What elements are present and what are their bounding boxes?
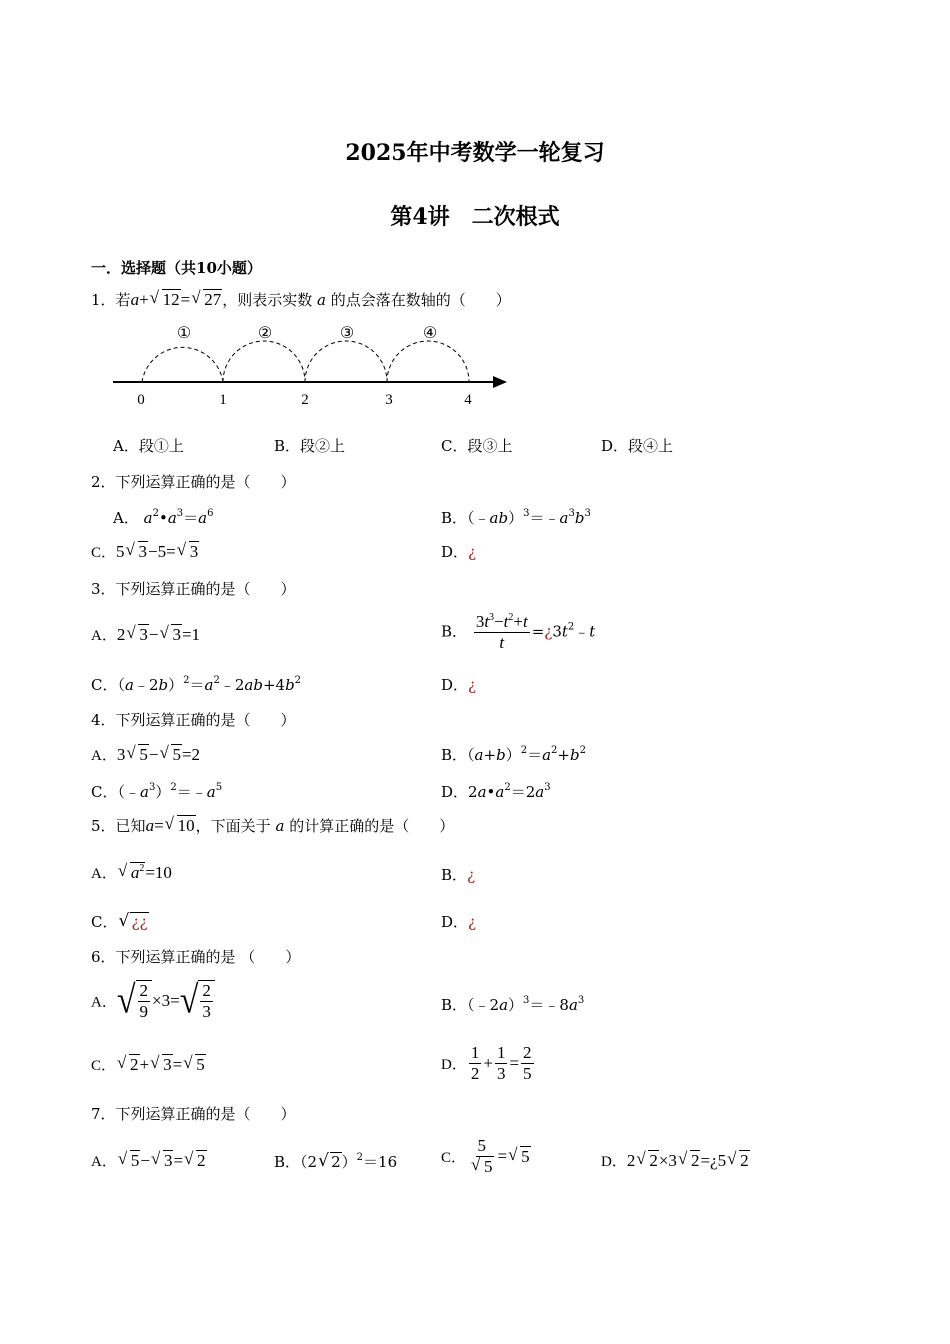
question-7-stem: 7．下列运算正确的是（ ） [91,1105,296,1123]
q3-option-c[interactable]: C．$(a﹣2b)^2=a^2﹣2ab+4b^2$ [91,675,302,694]
segment-label-3: ③ [339,325,355,342]
number-line-figure [105,318,515,413]
q6-option-d[interactable]: D． $\frac{1}{2}$ + $\frac{1}{3}$ = $\frac{2}{5}$ [441,1043,532,1083]
section-heading: 一．选择题（共10小题） [91,259,262,277]
tick-4: 4 [464,392,472,408]
q5-option-a[interactable]: A．√ $a^2=10$ [91,862,172,883]
q1-option-d[interactable]: D．段④上 [601,437,674,455]
question-4-stem: 4．下列运算正确的是（ ） [91,711,296,729]
tick-1: 1 [219,392,227,408]
q1-option-a[interactable]: A．段①上 [113,437,184,455]
tick-0: 0 [137,392,145,408]
q2-option-a[interactable]: A． $a^2•a^3=a^6$ [113,508,214,527]
segment-label-4: ④ [422,325,438,342]
question-3-stem: 3．下列运算正确的是（ ） [91,580,296,598]
q4-option-d[interactable]: D．$2a•a^2=2a^3$ [441,782,551,801]
segment-label-1: ① [176,325,192,342]
q4-option-b[interactable]: B．$(a+b)^2=a^2+b^2$ [441,745,586,764]
tick-3: 3 [385,392,393,408]
q4-option-a[interactable]: A．3√ 5−√ 5=2 [91,744,200,765]
question-2-stem: 2．下列运算正确的是（ ） [91,473,296,491]
lesson-title: 第4讲 二次根式 [390,204,560,230]
q1-option-c[interactable]: C．段③上 [441,437,513,455]
q6-option-a[interactable]: A． √ $\frac{2}{9}$ ×3= √ $\frac{2}{3}$ [91,980,215,1022]
axis-arrow [493,376,507,388]
q3-option-b[interactable]: B． $\frac{3t^3-t^2+t}{t}$ $=¿3t^2﹣t$ [441,612,596,652]
q7-option-b[interactable]: B．（2√ 2）$^2$＝16 [274,1151,397,1172]
q2-option-b[interactable]: B．$(﹣ab)^3=﹣a^3b^3$ [441,508,591,527]
tick-2: 2 [301,392,309,408]
q7-option-c[interactable]: C． 5 √ 5 =√ 5 [441,1136,531,1177]
q7-option-a[interactable]: A．√ 5−√ 3=√ 2 [91,1150,207,1171]
q3-option-a[interactable]: A．2√ 3−√ 3=1 [91,624,200,645]
question-5-stem: 5．已知a=√ 10，下面关于 a 的计算正确的是（ ） [91,815,454,836]
q5-option-b[interactable]: B．¿ [441,866,476,884]
q5-option-d[interactable]: D．¿ [441,913,477,931]
q4-option-c[interactable]: C．$(﹣a^3)^2=﹣a^5$ [91,782,223,801]
q3-option-d[interactable]: D．¿ [441,676,477,694]
page-title: 2025年中考数学一轮复习 [345,140,605,166]
q2-option-d[interactable]: D．¿ [441,543,477,561]
q6-option-b[interactable]: B．$(﹣2a)^3=﹣8a^3$ [441,995,585,1014]
q6-option-c[interactable]: C．√ 2+√ 3=√ 5 [91,1054,206,1075]
q1-option-b[interactable]: B．段②上 [274,437,346,455]
question-6-stem: 6．下列运算正确的是 （ ） [91,948,301,966]
question-1-stem: 1．若a+√ 12=√ 27，则表示实数 a 的点会落在数轴的（ ） [91,289,511,310]
q5-option-c[interactable]: C．√ ¿¿ [91,911,149,932]
segment-label-2: ② [257,325,273,342]
q7-option-d[interactable]: D．2√ 2×3√ 2=¿5√ 2 [601,1150,750,1171]
q2-option-c[interactable]: C．5√ 3−5=√ 3 [91,541,199,562]
